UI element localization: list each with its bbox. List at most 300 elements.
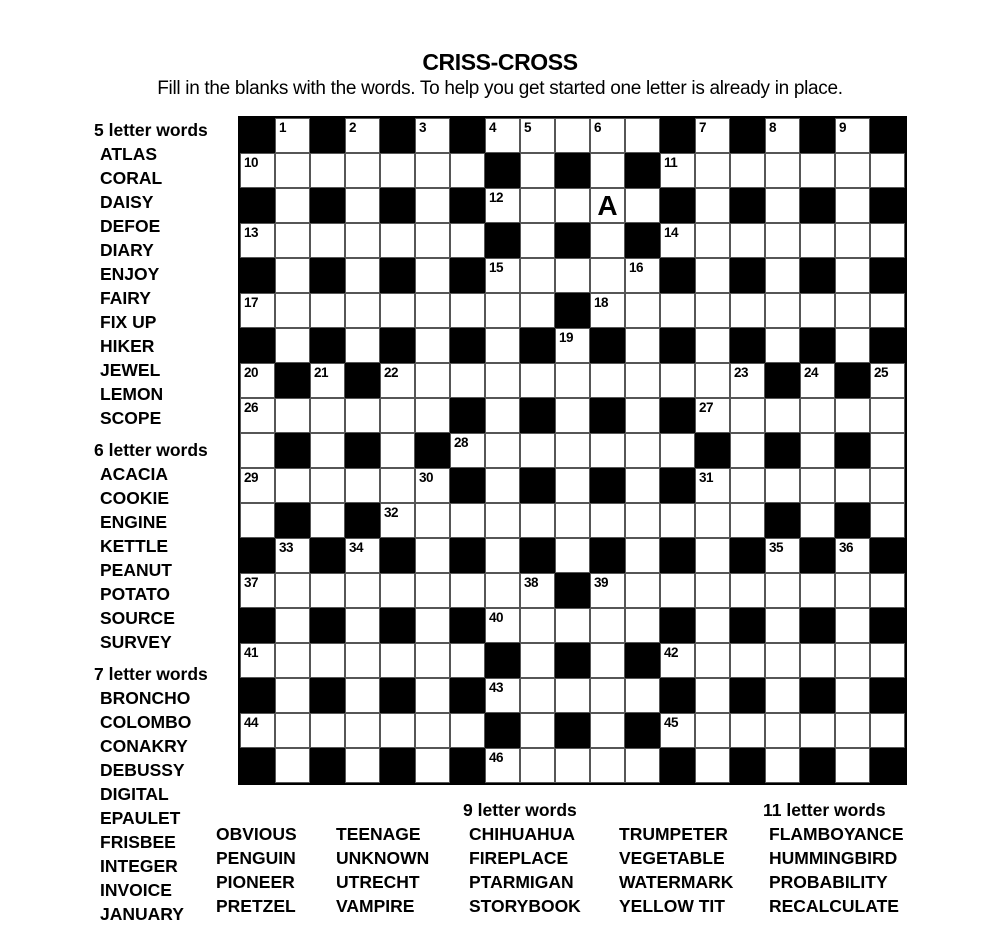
grid-cell[interactable] bbox=[800, 713, 835, 748]
word-item: JEWEL bbox=[100, 360, 161, 380]
grid-cell-black bbox=[625, 223, 660, 258]
grid-cell[interactable] bbox=[485, 363, 520, 398]
grid-cell[interactable] bbox=[800, 153, 835, 188]
grid-cell[interactable] bbox=[625, 328, 660, 363]
grid-cell[interactable] bbox=[555, 328, 590, 363]
grid-cell[interactable] bbox=[310, 223, 345, 258]
grid-cell[interactable] bbox=[765, 398, 800, 433]
grid-cell[interactable] bbox=[310, 153, 345, 188]
grid-cell[interactable] bbox=[695, 258, 730, 293]
grid-cell-black bbox=[870, 258, 905, 293]
grid-cell-black bbox=[450, 678, 485, 713]
grid-cell[interactable] bbox=[660, 223, 695, 258]
grid-cell[interactable] bbox=[380, 223, 415, 258]
grid-cell[interactable] bbox=[240, 573, 275, 608]
grid-cell[interactable] bbox=[800, 223, 835, 258]
word-item: PTARMIGAN bbox=[469, 872, 574, 892]
grid-cell[interactable] bbox=[625, 433, 660, 468]
grid-cell[interactable] bbox=[660, 643, 695, 678]
grid-cell[interactable] bbox=[555, 433, 590, 468]
grid-cell[interactable] bbox=[345, 118, 380, 153]
grid-cell[interactable] bbox=[450, 153, 485, 188]
grid-cell[interactable] bbox=[415, 398, 450, 433]
grid-cell[interactable] bbox=[450, 223, 485, 258]
grid-cell[interactable] bbox=[590, 643, 625, 678]
grid-cell[interactable] bbox=[415, 503, 450, 538]
grid-cell[interactable] bbox=[380, 363, 415, 398]
grid-cell[interactable] bbox=[310, 468, 345, 503]
grid-cell[interactable] bbox=[695, 223, 730, 258]
grid-cell[interactable] bbox=[240, 293, 275, 328]
grid-cell[interactable] bbox=[695, 503, 730, 538]
grid-cell[interactable] bbox=[345, 328, 380, 363]
grid-cell-black bbox=[870, 188, 905, 223]
grid-cell[interactable] bbox=[275, 328, 310, 363]
grid-cell[interactable] bbox=[555, 118, 590, 153]
grid-cell[interactable] bbox=[555, 503, 590, 538]
grid-cell[interactable] bbox=[415, 118, 450, 153]
grid-cell[interactable] bbox=[415, 573, 450, 608]
grid-cell[interactable] bbox=[835, 643, 870, 678]
grid-cell[interactable] bbox=[520, 223, 555, 258]
grid-cell[interactable] bbox=[345, 188, 380, 223]
grid-cell[interactable] bbox=[380, 713, 415, 748]
grid-cell[interactable] bbox=[275, 643, 310, 678]
grid-cell[interactable] bbox=[835, 713, 870, 748]
grid-cell[interactable] bbox=[590, 188, 625, 223]
grid-cell[interactable] bbox=[765, 643, 800, 678]
grid-cell[interactable] bbox=[485, 328, 520, 363]
grid-cell[interactable] bbox=[625, 678, 660, 713]
grid-cell[interactable] bbox=[485, 538, 520, 573]
grid-cell[interactable] bbox=[695, 118, 730, 153]
grid-cell[interactable] bbox=[695, 678, 730, 713]
grid-cell[interactable] bbox=[415, 328, 450, 363]
grid-cell[interactable] bbox=[240, 223, 275, 258]
cell-number: 26 bbox=[244, 400, 259, 415]
grid-cell[interactable] bbox=[835, 223, 870, 258]
grid-cell[interactable] bbox=[485, 293, 520, 328]
grid-cell[interactable] bbox=[380, 468, 415, 503]
grid-cell-black bbox=[730, 678, 765, 713]
grid-cell[interactable] bbox=[275, 608, 310, 643]
grid-cell[interactable] bbox=[590, 118, 625, 153]
grid-cell[interactable] bbox=[415, 258, 450, 293]
grid-cell[interactable] bbox=[660, 293, 695, 328]
grid-cell[interactable] bbox=[415, 643, 450, 678]
grid-cell[interactable] bbox=[660, 363, 695, 398]
grid-cell[interactable] bbox=[590, 293, 625, 328]
grid-cell[interactable] bbox=[695, 713, 730, 748]
grid-cell[interactable] bbox=[870, 223, 905, 258]
grid-cell[interactable] bbox=[835, 678, 870, 713]
grid-cell[interactable] bbox=[275, 713, 310, 748]
grid-cell[interactable] bbox=[415, 188, 450, 223]
grid-cell[interactable] bbox=[485, 503, 520, 538]
grid-cell[interactable] bbox=[800, 363, 835, 398]
grid-cell[interactable] bbox=[450, 363, 485, 398]
grid-cell[interactable] bbox=[415, 748, 450, 783]
word-item: KETTLE bbox=[100, 536, 169, 556]
grid-cell[interactable] bbox=[485, 468, 520, 503]
grid-cell-black bbox=[380, 328, 415, 363]
grid-cell[interactable] bbox=[765, 608, 800, 643]
grid-cell[interactable] bbox=[730, 573, 765, 608]
grid-cell-black bbox=[240, 608, 275, 643]
grid-cell[interactable] bbox=[590, 153, 625, 188]
grid-cell[interactable] bbox=[800, 293, 835, 328]
grid-cell[interactable] bbox=[450, 433, 485, 468]
grid-cell[interactable] bbox=[765, 293, 800, 328]
grid-cell[interactable] bbox=[380, 433, 415, 468]
grid-cell[interactable] bbox=[765, 153, 800, 188]
grid-cell[interactable] bbox=[730, 503, 765, 538]
grid-cell[interactable] bbox=[380, 503, 415, 538]
grid-cell[interactable] bbox=[835, 258, 870, 293]
grid-cell[interactable] bbox=[240, 643, 275, 678]
grid-cell[interactable] bbox=[310, 503, 345, 538]
grid-cell[interactable] bbox=[555, 363, 590, 398]
grid-cell[interactable] bbox=[275, 538, 310, 573]
grid-cell[interactable] bbox=[695, 188, 730, 223]
grid-cell[interactable] bbox=[870, 363, 905, 398]
grid-cell[interactable] bbox=[485, 573, 520, 608]
grid-cell[interactable] bbox=[765, 328, 800, 363]
grid-cell[interactable] bbox=[765, 678, 800, 713]
grid-cell[interactable] bbox=[730, 293, 765, 328]
grid-cell[interactable] bbox=[870, 153, 905, 188]
grid-cell[interactable] bbox=[870, 398, 905, 433]
word-item: CORAL bbox=[100, 168, 163, 188]
grid-cell[interactable] bbox=[310, 713, 345, 748]
grid-cell[interactable] bbox=[520, 433, 555, 468]
grid-cell-black bbox=[450, 748, 485, 783]
grid-cell[interactable] bbox=[275, 153, 310, 188]
word-list-header: 5 letter words bbox=[94, 120, 208, 140]
grid-cell[interactable] bbox=[695, 573, 730, 608]
grid-cell[interactable] bbox=[730, 363, 765, 398]
grid-cell[interactable] bbox=[555, 188, 590, 223]
grid-cell[interactable] bbox=[240, 433, 275, 468]
grid-cell[interactable] bbox=[800, 433, 835, 468]
word-item: CONAKRY bbox=[100, 736, 188, 756]
grid-cell[interactable] bbox=[485, 258, 520, 293]
grid-cell-black bbox=[870, 678, 905, 713]
grid-cell[interactable] bbox=[485, 433, 520, 468]
grid-cell[interactable] bbox=[275, 398, 310, 433]
cell-number: 28 bbox=[454, 435, 469, 450]
grid-cell[interactable] bbox=[415, 678, 450, 713]
grid-cell[interactable] bbox=[695, 293, 730, 328]
grid-cell[interactable] bbox=[275, 468, 310, 503]
grid-cell[interactable] bbox=[485, 398, 520, 433]
grid-cell[interactable] bbox=[520, 363, 555, 398]
grid-cell[interactable] bbox=[275, 748, 310, 783]
grid-cell[interactable] bbox=[695, 328, 730, 363]
grid-cell[interactable] bbox=[625, 398, 660, 433]
grid-cell[interactable] bbox=[345, 153, 380, 188]
grid-cell[interactable] bbox=[485, 748, 520, 783]
grid-cell[interactable] bbox=[625, 468, 660, 503]
grid-cell[interactable] bbox=[800, 643, 835, 678]
grid-cell-black bbox=[450, 188, 485, 223]
grid-cell[interactable] bbox=[520, 678, 555, 713]
grid-cell[interactable] bbox=[590, 608, 625, 643]
grid-cell[interactable] bbox=[590, 433, 625, 468]
grid-cell[interactable] bbox=[625, 538, 660, 573]
grid-cell[interactable] bbox=[800, 503, 835, 538]
grid-cell[interactable] bbox=[345, 223, 380, 258]
grid-cell[interactable] bbox=[590, 748, 625, 783]
grid-cell[interactable] bbox=[310, 573, 345, 608]
grid-cell[interactable] bbox=[590, 258, 625, 293]
grid-cell[interactable] bbox=[520, 153, 555, 188]
grid-cell[interactable] bbox=[415, 293, 450, 328]
grid-cell[interactable] bbox=[835, 118, 870, 153]
grid-cell[interactable] bbox=[345, 398, 380, 433]
grid-cell[interactable] bbox=[835, 748, 870, 783]
grid-cell[interactable] bbox=[345, 258, 380, 293]
grid-cell[interactable] bbox=[450, 503, 485, 538]
grid-cell[interactable] bbox=[415, 153, 450, 188]
grid-cell[interactable] bbox=[835, 293, 870, 328]
grid-cell[interactable] bbox=[520, 608, 555, 643]
grid-cell[interactable] bbox=[800, 468, 835, 503]
grid-cell[interactable] bbox=[625, 748, 660, 783]
grid-cell[interactable] bbox=[870, 573, 905, 608]
grid-cell[interactable] bbox=[380, 573, 415, 608]
grid-cell[interactable] bbox=[870, 433, 905, 468]
grid-cell-black bbox=[485, 713, 520, 748]
grid-cell[interactable] bbox=[520, 643, 555, 678]
word-item: DIARY bbox=[100, 240, 154, 260]
grid-cell[interactable] bbox=[345, 748, 380, 783]
grid-cell[interactable] bbox=[275, 293, 310, 328]
grid-cell-black bbox=[345, 433, 380, 468]
grid-cell[interactable] bbox=[835, 153, 870, 188]
grid-cell[interactable] bbox=[345, 608, 380, 643]
grid-cell[interactable] bbox=[555, 398, 590, 433]
grid-cell[interactable] bbox=[660, 503, 695, 538]
cell-number: 37 bbox=[244, 575, 259, 590]
grid-cell[interactable] bbox=[240, 468, 275, 503]
grid-cell[interactable] bbox=[345, 713, 380, 748]
grid-cell[interactable] bbox=[520, 293, 555, 328]
grid-cell[interactable] bbox=[730, 153, 765, 188]
grid-cell[interactable] bbox=[275, 258, 310, 293]
grid-cell[interactable] bbox=[555, 258, 590, 293]
grid-cell[interactable] bbox=[835, 468, 870, 503]
word-item: PIONEER bbox=[216, 872, 295, 892]
word-item: DAISY bbox=[100, 192, 154, 212]
grid-cell-black bbox=[870, 608, 905, 643]
grid-cell-black bbox=[380, 258, 415, 293]
grid-cell[interactable] bbox=[625, 608, 660, 643]
grid-cell[interactable] bbox=[660, 433, 695, 468]
grid-cell[interactable] bbox=[485, 608, 520, 643]
word-item: BRONCHO bbox=[100, 688, 191, 708]
grid-cell[interactable] bbox=[555, 538, 590, 573]
grid-cell[interactable] bbox=[695, 608, 730, 643]
grid-cell[interactable] bbox=[625, 363, 660, 398]
grid-cell[interactable] bbox=[625, 188, 660, 223]
grid-cell-black bbox=[240, 538, 275, 573]
grid-cell[interactable] bbox=[415, 468, 450, 503]
grid-cell[interactable] bbox=[590, 223, 625, 258]
grid-cell[interactable] bbox=[380, 293, 415, 328]
cell-number: 27 bbox=[699, 400, 714, 415]
grid-cell[interactable] bbox=[450, 643, 485, 678]
grid-cell[interactable] bbox=[275, 573, 310, 608]
grid-cell[interactable] bbox=[485, 678, 520, 713]
cell-number: 5 bbox=[524, 120, 532, 135]
grid-cell[interactable] bbox=[765, 538, 800, 573]
grid-cell[interactable] bbox=[695, 538, 730, 573]
grid-cell[interactable] bbox=[695, 153, 730, 188]
grid-cell-black bbox=[275, 363, 310, 398]
grid-cell[interactable] bbox=[695, 363, 730, 398]
grid-cell[interactable] bbox=[345, 538, 380, 573]
grid-cell[interactable] bbox=[345, 293, 380, 328]
word-list-header: 6 letter words bbox=[94, 440, 208, 460]
grid-cell[interactable] bbox=[625, 503, 660, 538]
grid-cell[interactable] bbox=[765, 258, 800, 293]
grid-cell[interactable] bbox=[380, 153, 415, 188]
grid-cell[interactable] bbox=[555, 748, 590, 783]
grid-cell[interactable] bbox=[660, 713, 695, 748]
grid-cell[interactable] bbox=[240, 713, 275, 748]
grid-cell[interactable] bbox=[800, 573, 835, 608]
grid-cell[interactable] bbox=[275, 188, 310, 223]
grid-cell[interactable] bbox=[835, 573, 870, 608]
grid-cell[interactable] bbox=[555, 608, 590, 643]
grid-cell[interactable] bbox=[765, 468, 800, 503]
grid-cell[interactable] bbox=[625, 293, 660, 328]
grid-cell[interactable] bbox=[870, 468, 905, 503]
grid-cell[interactable] bbox=[765, 223, 800, 258]
grid-cell[interactable] bbox=[625, 573, 660, 608]
grid-cell[interactable] bbox=[520, 188, 555, 223]
grid-cell[interactable] bbox=[765, 748, 800, 783]
grid-cell[interactable] bbox=[310, 293, 345, 328]
grid-cell[interactable] bbox=[240, 363, 275, 398]
grid-cell[interactable] bbox=[520, 573, 555, 608]
grid-cell[interactable] bbox=[730, 433, 765, 468]
grid-cell[interactable] bbox=[345, 678, 380, 713]
grid-cell[interactable] bbox=[520, 503, 555, 538]
grid-cell[interactable] bbox=[415, 538, 450, 573]
grid-cell-black bbox=[240, 678, 275, 713]
grid-cell[interactable] bbox=[450, 293, 485, 328]
grid-cell[interactable] bbox=[310, 398, 345, 433]
grid-cell[interactable] bbox=[590, 713, 625, 748]
grid-cell[interactable] bbox=[625, 118, 660, 153]
grid-cell[interactable] bbox=[450, 573, 485, 608]
grid-cell[interactable] bbox=[590, 363, 625, 398]
grid-cell[interactable] bbox=[765, 713, 800, 748]
grid-cell[interactable] bbox=[730, 223, 765, 258]
grid-cell[interactable] bbox=[870, 293, 905, 328]
grid-cell[interactable] bbox=[310, 433, 345, 468]
grid-cell[interactable] bbox=[415, 608, 450, 643]
grid-cell[interactable] bbox=[415, 363, 450, 398]
grid-cell[interactable] bbox=[450, 713, 485, 748]
grid-cell[interactable] bbox=[695, 468, 730, 503]
grid-cell[interactable] bbox=[485, 118, 520, 153]
grid-cell[interactable] bbox=[275, 118, 310, 153]
grid-cell[interactable] bbox=[310, 643, 345, 678]
grid-cell[interactable] bbox=[485, 188, 520, 223]
grid-cell[interactable] bbox=[555, 678, 590, 713]
grid-cell[interactable] bbox=[415, 713, 450, 748]
grid-cell[interactable] bbox=[695, 748, 730, 783]
grid-cell[interactable] bbox=[345, 573, 380, 608]
word-item: STORYBOOK bbox=[469, 896, 581, 916]
grid-cell[interactable] bbox=[590, 678, 625, 713]
grid-cell[interactable] bbox=[765, 188, 800, 223]
grid-cell[interactable] bbox=[590, 503, 625, 538]
grid-cell[interactable] bbox=[310, 363, 345, 398]
grid-cell[interactable] bbox=[870, 503, 905, 538]
grid-cell[interactable] bbox=[870, 643, 905, 678]
grid-cell[interactable] bbox=[520, 258, 555, 293]
grid-cell[interactable] bbox=[625, 258, 660, 293]
grid-cell[interactable] bbox=[415, 223, 450, 258]
grid-cell[interactable] bbox=[660, 573, 695, 608]
grid-cell[interactable] bbox=[590, 573, 625, 608]
grid-cell[interactable] bbox=[835, 608, 870, 643]
grid-cell[interactable] bbox=[800, 398, 835, 433]
grid-cell[interactable] bbox=[240, 503, 275, 538]
grid-cell[interactable] bbox=[835, 188, 870, 223]
grid-cell[interactable] bbox=[380, 398, 415, 433]
grid-cell[interactable] bbox=[695, 643, 730, 678]
grid-cell[interactable] bbox=[660, 153, 695, 188]
grid-cell[interactable] bbox=[275, 223, 310, 258]
grid-cell[interactable] bbox=[730, 468, 765, 503]
grid-cell[interactable] bbox=[240, 398, 275, 433]
grid-cell[interactable] bbox=[520, 118, 555, 153]
grid-cell-black bbox=[450, 608, 485, 643]
grid-cell[interactable] bbox=[730, 398, 765, 433]
cell-number: 12 bbox=[489, 190, 504, 205]
grid-cell-black bbox=[660, 328, 695, 363]
grid-cell[interactable] bbox=[555, 468, 590, 503]
grid-cell[interactable] bbox=[240, 153, 275, 188]
grid-cell[interactable] bbox=[730, 713, 765, 748]
grid-cell[interactable] bbox=[765, 118, 800, 153]
grid-cell[interactable] bbox=[275, 678, 310, 713]
cell-number: 44 bbox=[244, 715, 259, 730]
grid-cell[interactable] bbox=[345, 643, 380, 678]
grid-cell-black bbox=[275, 433, 310, 468]
grid-cell[interactable] bbox=[520, 713, 555, 748]
grid-cell[interactable] bbox=[765, 573, 800, 608]
grid-cell[interactable] bbox=[835, 398, 870, 433]
grid-cell[interactable] bbox=[695, 398, 730, 433]
grid-cell-black bbox=[730, 118, 765, 153]
grid-cell[interactable] bbox=[870, 713, 905, 748]
grid-cell[interactable] bbox=[730, 643, 765, 678]
grid-cell-black bbox=[485, 223, 520, 258]
grid-cell[interactable] bbox=[520, 748, 555, 783]
grid-cell[interactable] bbox=[835, 328, 870, 363]
grid-cell[interactable] bbox=[380, 643, 415, 678]
grid-cell[interactable] bbox=[835, 538, 870, 573]
grid-cell-black bbox=[800, 258, 835, 293]
word-list-eleven bbox=[763, 798, 904, 918]
grid-cell[interactable] bbox=[345, 468, 380, 503]
